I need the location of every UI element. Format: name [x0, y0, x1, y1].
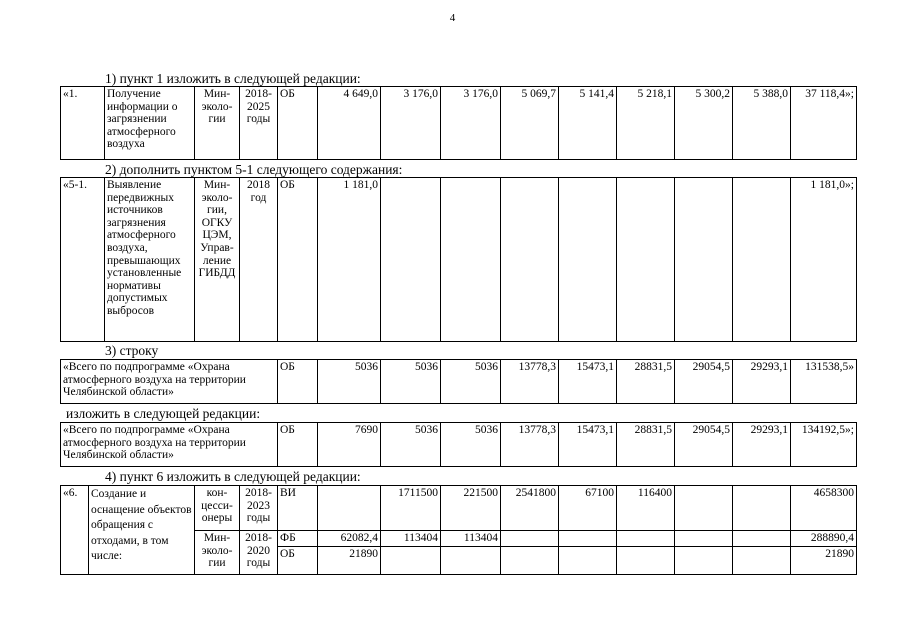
row6-v2a-1: 113404 — [381, 531, 441, 547]
row1-name: Получение информации о загрязнении атмосферного воздуха — [105, 87, 195, 160]
row51-empty — [675, 178, 733, 342]
row6-v2a-3 — [501, 531, 559, 547]
row1-v3: 5 069,7 — [501, 87, 559, 160]
new-total-label: «Всего по подпрограмме «Охрана атмосферного воздуха на территории Челябинской области» — [61, 423, 278, 467]
row51-empty — [617, 178, 675, 342]
new-total-src: ОБ — [278, 423, 318, 467]
row6-v2b-2 — [441, 546, 501, 574]
row51-exec: Мин-эколо-гии, ОГКУ ЦЭМ, Управ-ление ГИБДД — [195, 178, 240, 342]
row6-src1: ВИ — [278, 486, 318, 531]
new-total-v8: 134192,5»; — [791, 423, 857, 467]
section-3-mid: изложить в следующей редакции: — [66, 406, 261, 421]
row6-num: «6. — [61, 486, 89, 575]
page-number: 4 — [449, 12, 456, 24]
row1-exec: Мин-эколо-гии — [195, 87, 240, 160]
row51-empty — [381, 178, 441, 342]
row6-v2b-4 — [559, 546, 617, 574]
section-2-heading: 2) дополнить пунктом 5-1 следующего содержания: — [105, 162, 403, 177]
new-total-v1: 5036 — [381, 423, 441, 467]
row6-v2a-6 — [675, 531, 733, 547]
row6-v2a-2: 113404 — [441, 531, 501, 547]
table-old-total — [60, 359, 857, 404]
table-row-5-1 — [60, 177, 857, 342]
row6-v2a-7 — [733, 531, 791, 547]
table-new-total — [60, 422, 857, 467]
old-total-v5: 28831,5 — [617, 360, 675, 404]
row6-v1-4: 67100 — [559, 486, 617, 531]
old-total-v2: 5036 — [441, 360, 501, 404]
row6-v1-5: 116400 — [617, 486, 675, 531]
new-total-v5: 28831,5 — [617, 423, 675, 467]
row6-v2a-5 — [617, 531, 675, 547]
row51-years: 2018 год — [240, 178, 278, 342]
row6-v1-8: 4658300 — [791, 486, 857, 531]
old-total-v1: 5036 — [381, 360, 441, 404]
row6-v2b-6 — [675, 546, 733, 574]
old-total-v6: 29054,5 — [675, 360, 733, 404]
row6-v1-2: 221500 — [441, 486, 501, 531]
row6-exec1: кон-цесси-онеры — [195, 486, 240, 531]
row1-v2: 3 176,0 — [441, 87, 501, 160]
table-row-6 — [60, 485, 857, 575]
row1-years: 2018-2025 годы — [240, 87, 278, 160]
old-total-v0: 5036 — [318, 360, 381, 404]
row6-name: Создание и оснащение объектов обращения с отходами, в том числе: — [89, 486, 195, 575]
section-1-heading: 1) пункт 1 изложить в следующей редакции: — [105, 71, 361, 86]
new-total-v6: 29054,5 — [675, 423, 733, 467]
row6-years1: 2018-2023 годы — [240, 486, 278, 531]
row1-v1: 3 176,0 — [381, 87, 441, 160]
new-total-v4: 15473,1 — [559, 423, 617, 467]
row1-v4: 5 141,4 — [559, 87, 617, 160]
table-row-1 — [60, 86, 857, 160]
row51-v1: 1 181,0 — [318, 178, 381, 342]
row6-v1-0 — [318, 486, 381, 531]
row1-v8: 37 118,4»; — [791, 87, 857, 160]
row6-v2a-8: 288890,4 — [791, 531, 857, 547]
row1-num: «1. — [61, 87, 105, 160]
old-total-src: ОБ — [278, 360, 318, 404]
row51-empty — [733, 178, 791, 342]
row51-src: ОБ — [278, 178, 318, 342]
row1-v7: 5 388,0 — [733, 87, 791, 160]
row1-v0: 4 649,0 — [318, 87, 381, 160]
row1-v5: 5 218,1 — [617, 87, 675, 160]
row6-v2b-8: 21890 — [791, 546, 857, 574]
row6-v1-3: 2541800 — [501, 486, 559, 531]
new-total-v2: 5036 — [441, 423, 501, 467]
row6-v1-1: 1711500 — [381, 486, 441, 531]
row51-num: «5-1. — [61, 178, 105, 342]
row6-src2b: ОБ — [278, 546, 318, 574]
row6-v2b-7 — [733, 546, 791, 574]
row51-name: Выявление передвижных источников загрязнения атмосферного воздуха, превышающих установленные нормативы допустимых выбросов — [105, 178, 195, 342]
row51-empty — [559, 178, 617, 342]
row6-v2a-0: 62082,4 — [318, 531, 381, 547]
row1-src: ОБ — [278, 87, 318, 160]
row6-v2b-0: 21890 — [318, 546, 381, 574]
row6-v2b-3 — [501, 546, 559, 574]
row6-v1-7 — [733, 486, 791, 531]
section-3-heading: 3) строку — [105, 343, 159, 358]
row51-empty — [441, 178, 501, 342]
old-total-v8: 131538,5» — [791, 360, 857, 404]
row6-exec2: Мин-эколо-гии — [195, 531, 240, 575]
old-total-v4: 15473,1 — [559, 360, 617, 404]
row6-v2b-5 — [617, 546, 675, 574]
row51-empty — [501, 178, 559, 342]
row6-v2a-4 — [559, 531, 617, 547]
row6-years2: 2018-2020 годы — [240, 531, 278, 575]
old-total-label: «Всего по подпрограмме «Охрана атмосферного воздуха на территории Челябинской области» — [61, 360, 278, 404]
new-total-v7: 29293,1 — [733, 423, 791, 467]
old-total-v3: 13778,3 — [501, 360, 559, 404]
old-total-v7: 29293,1 — [733, 360, 791, 404]
new-total-v0: 7690 — [318, 423, 381, 467]
section-4-heading: 4) пункт 6 изложить в следующей редакции: — [105, 469, 361, 484]
new-total-v3: 13778,3 — [501, 423, 559, 467]
row1-v6: 5 300,2 — [675, 87, 733, 160]
row6-v2b-1 — [381, 546, 441, 574]
row6-src2a: ФБ — [278, 531, 318, 547]
row6-v1-6 — [675, 486, 733, 531]
row51-total: 1 181,0»; — [791, 178, 857, 342]
